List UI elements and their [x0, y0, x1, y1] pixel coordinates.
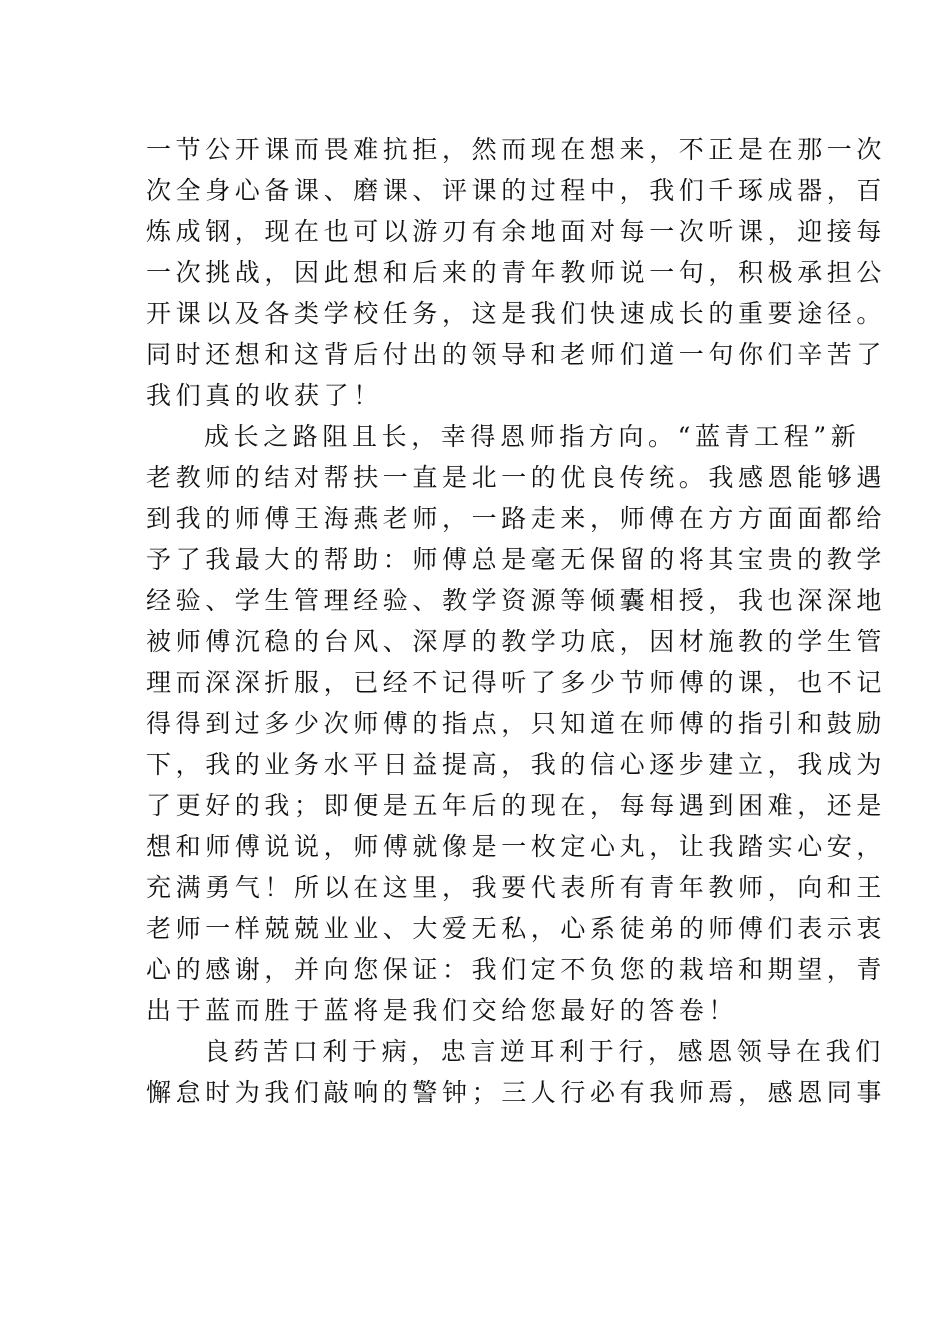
text-line: 出于蓝而胜于蓝将是我们交给您最好的答卷！ — [146, 996, 739, 1025]
text-line: 炼成钢，现在也可以游刃有余地面对每一次听课，迎接每 — [146, 217, 887, 246]
paragraph-start-line: 良药苦口利于病，忠言逆耳利于行，感恩领导在我们 — [204, 1037, 885, 1066]
document-body — [146, 129, 887, 1113]
text-line: 得得到过多少次师傅的指点，只知道在师傅的指引和鼓励 — [146, 709, 887, 738]
text-line: 老师一样兢兢业业、大爱无私，心系徒弟的师傅们表示衷 — [146, 914, 887, 943]
text-line: 予了我最大的帮助：师傅总是毫无保留的将其宝贵的教学 — [146, 545, 887, 574]
text-line: 一节公开课而畏难抗拒，然而现在想来，不正是在那一次 — [146, 135, 887, 164]
text-line: 被师傅沉稳的台风、深厚的教学功底，因材施教的学生管 — [146, 627, 887, 656]
text-line: 一次挑战，因此想和后来的青年教师说一句，积极承担公 — [146, 258, 887, 287]
text-line: 理而深深折服，已经不记得听了多少节师傅的课，也不记 — [146, 668, 887, 697]
text-line: 开课以及各类学校任务，这是我们快速成长的重要途径。 — [146, 299, 887, 328]
text-line: 同时还想和这背后付出的领导和老师们道一句你们辛苦了 — [146, 340, 887, 369]
text-line: 次全身心备课、磨课、评课的过程中，我们千琢成器，百 — [146, 176, 887, 205]
text-line: 到我的师傅王海燕老师，一路走来，师傅在方方面面都给 — [146, 504, 887, 533]
text-line: 老教师的结对帮扶一直是北一的优良传统。我感恩能够遇 — [146, 463, 887, 492]
text-line: 我们真的收获了！ — [146, 381, 383, 410]
text-line: 充满勇气！所以在这里，我要代表所有青年教师，向和王 — [146, 873, 887, 902]
text-line: 下，我的业务水平日益提高，我的信心逐步建立，我成为 — [146, 750, 887, 779]
text-line: 经验、学生管理经验、教学资源等倾囊相授，我也深深地 — [146, 586, 887, 615]
text-line: 想和师傅说说，师傅就像是一枚定心丸，让我踏实心安， — [146, 832, 887, 861]
paragraph-start-line: 成长之路阻且长，幸得恩师指方向。“蓝青工程”新 — [204, 422, 861, 451]
text-line: 心的感谢，并向您保证：我们定不负您的栽培和期望，青 — [146, 955, 887, 984]
text-line: 懈怠时为我们敲响的警钟；三人行必有我师焉，感恩同事 — [146, 1078, 887, 1107]
text-line: 了更好的我；即便是五年后的现在，每每遇到困难，还是 — [146, 791, 887, 820]
